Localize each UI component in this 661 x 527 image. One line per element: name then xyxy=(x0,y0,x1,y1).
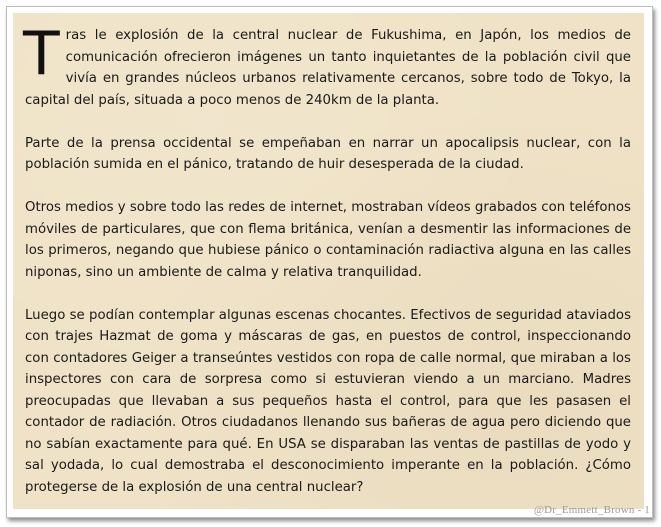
paragraph-1 xyxy=(23,19,631,111)
paragraph-3: Otros medios y sobre todo las redes de internet, mostraban vídeos grabados con teléfonos móviles de particulares, que con flema británica, venían a desmentir las informaciones de los primeros, negando que hubiese pánico o contaminación radiactiva alguna en las calles niponas, sino un ambiente de calma y relativa tranquilidad. xyxy=(25,200,631,280)
image-frame xyxy=(6,6,653,518)
paragraph-2: Parte de la prensa occidental se empeñaban en narrar un apocalipsis nuclear, con la población sumida en el pánico, tratando de huir desesperada de la ciudad. xyxy=(25,135,631,172)
paragraph-4: Luego se podían contemplar algunas escenas chocantes. Efectivos de seguridad ataviados con trajes Hazmat de goma y máscaras de gas, en puestos de control, inspeccionando con contadores Geiger a transeúntes vestidos con ropa de calle normal, que miraban a los inspectores con cara de sorpresa como si estuvieran viendo a un marciano. Madres preocupadas que llevaban a sus pequeños hasta el control, para que les pasasen el contador de radiación. Otros ciudadanos llenando sus bañeras de agua pero diciendo que no sabían exactamente para qué. En USA se disparaban las ventas de pastillas de yodo y sal yodada, lo cual demostraba el desconocimiento imperante en la población. ¿Cómo protegerse de la explosión de una central nuclear? xyxy=(25,307,631,495)
watermark: @Dr_Emmett_Brown - 1 xyxy=(533,504,650,516)
paragraph-1-text: ras le explosión de la central nuclear de Fukushima, en Japón, los medios de comunicación ofrecieron imágenes un tanto inquietantes de la población civil que vivía en grandes núcleos urbanos relativamente cercanos, sobre todo de Tokyo, la capital del país, situada a poco menos de 240km de la planta. xyxy=(25,28,631,108)
article-body xyxy=(23,19,631,509)
parchment-panel xyxy=(13,13,644,509)
drop-cap: T xyxy=(23,19,60,89)
